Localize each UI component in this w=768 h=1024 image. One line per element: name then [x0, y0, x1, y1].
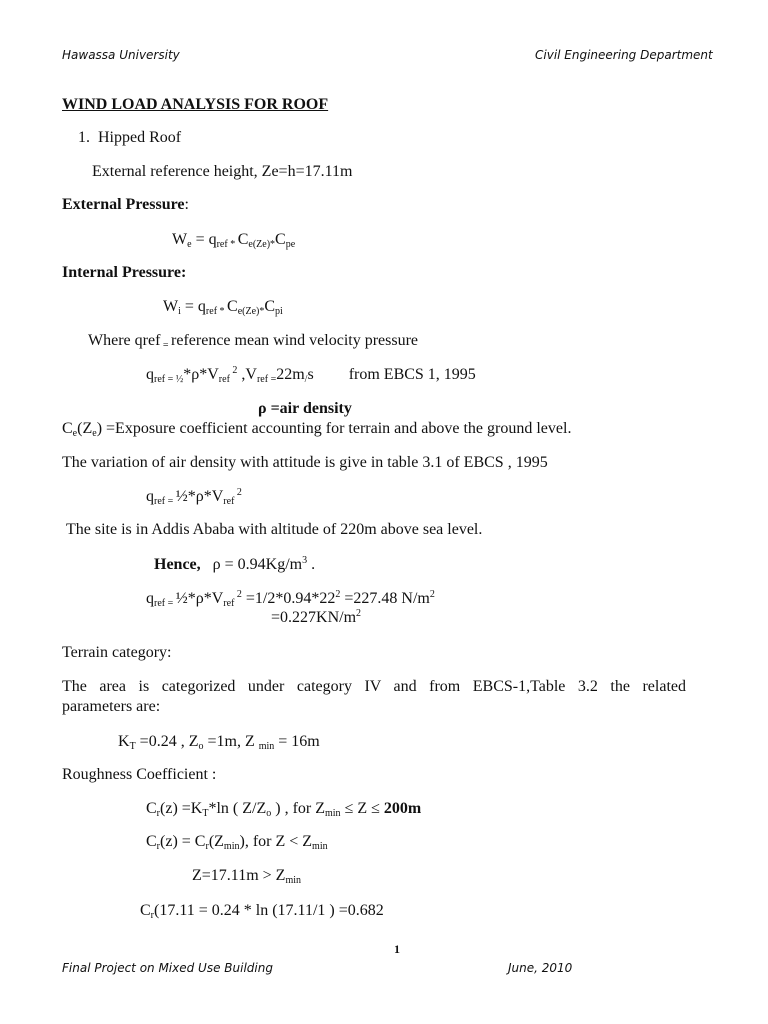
internal-pressure-heading: Internal Pressure: — [62, 264, 187, 281]
formula-part: C — [275, 231, 286, 248]
internal-pressure-formula — [163, 297, 283, 317]
formula-part: ) =Exposure coefficient accounting for terrain and above the ground level. — [96, 420, 572, 437]
formula-sub: o — [266, 808, 272, 819]
formula-sub: r — [156, 808, 161, 819]
formula-part: C — [62, 420, 73, 437]
formula-part: = q — [191, 231, 217, 248]
formula-sub: ref = — [154, 496, 176, 507]
formula-part: q — [146, 366, 154, 383]
formula-sup: 2 — [234, 487, 242, 498]
formula-part: C — [140, 902, 151, 919]
roughness-calculation — [140, 901, 384, 921]
formula-sub: r — [205, 841, 209, 852]
formula-sub: / — [304, 374, 308, 385]
formula-sub: ref = — [154, 598, 176, 609]
formula-sub: ref — [223, 496, 235, 507]
formula-part: W — [163, 298, 179, 315]
formula-part: s — [307, 366, 314, 383]
air-density-value — [154, 555, 315, 575]
formula-sub: T — [129, 741, 136, 752]
header-university: Hawassa University — [62, 48, 180, 62]
formula-part: (z) =K — [160, 800, 203, 817]
footer-date: June, 2010 — [508, 961, 573, 975]
formula-sub: pe — [285, 239, 296, 250]
formula-part: ½*ρ*V — [175, 590, 224, 607]
formula-sub: r — [156, 841, 161, 852]
qref-definition — [88, 331, 418, 351]
formula-sub: ref — [223, 598, 235, 609]
parameters-label: parameters are: — [62, 698, 161, 715]
formula-sup: 2 — [229, 365, 238, 376]
formula-sub: i — [178, 306, 181, 317]
z-comparison — [192, 866, 301, 886]
roughness-formula-1 — [146, 799, 421, 819]
formula-sub: min — [325, 808, 341, 819]
formula-part: K — [118, 733, 130, 750]
hence-value: ρ = 0.94Kg/m — [212, 556, 303, 573]
formula-part: =0.227KN/m — [271, 609, 357, 626]
exposure-coefficient-definition — [62, 419, 571, 439]
formula-part: = 16m — [274, 733, 320, 750]
terrain-parameters — [118, 732, 320, 752]
list-number: 1. — [78, 129, 90, 146]
paragraph-line: The area is categorized under category IV and from EBCS-1,Table 3.2 the related — [62, 678, 686, 695]
formula-source: from EBCS 1, 1995 — [348, 366, 476, 383]
formula-part: ≤ Z ≤ — [340, 800, 384, 817]
definition-part: reference mean wind velocity pressure — [171, 332, 419, 349]
formula-part: *ln ( Z/Z — [208, 800, 267, 817]
hence-dot: . — [307, 556, 316, 573]
formula-sub: ref * — [216, 239, 238, 250]
formula-part: Z=17.11m > Z — [192, 867, 286, 884]
formula-part: 200m — [383, 800, 422, 817]
formula-part: 22m — [276, 366, 305, 383]
formula-part: =1/2*0.94*22 — [241, 590, 336, 607]
formula-sub: r — [150, 910, 155, 921]
heading-colon: : — [184, 196, 189, 213]
footer-project: Final Project on Mixed Use Building — [62, 961, 273, 975]
formula-part: =227.48 N/m — [340, 590, 430, 607]
formula-part: (z) = C — [160, 833, 206, 850]
formula-sub: o — [198, 741, 204, 752]
heading-text: External Pressure — [62, 196, 185, 213]
roughness-formula-2 — [146, 832, 328, 852]
formula-part: ), for Z < Z — [239, 833, 313, 850]
formula-part: C — [237, 231, 249, 248]
formula-part: ) , for Z — [271, 800, 325, 817]
formula-sub: T — [202, 808, 209, 819]
formula-part: W — [172, 231, 188, 248]
formula-part: q — [146, 590, 154, 607]
formula-sup: 2 — [234, 589, 242, 600]
page-title: WIND LOAD ANALYSIS FOR ROOF — [62, 96, 329, 113]
formula-part: (17.11 = 0.24 * ln (17.11/1 ) =0.682 — [154, 902, 384, 919]
rho-definition: ρ =air density — [258, 400, 352, 417]
page-number: 1 — [394, 942, 400, 956]
formula-part: (Z — [77, 420, 93, 437]
formula-sub: e — [72, 428, 78, 439]
definition-sub: = — [160, 340, 172, 351]
formula-part: = q — [180, 298, 206, 315]
header-department: Civil Engineering Department — [535, 48, 713, 62]
formula-sub: e(Ze)* — [237, 306, 265, 317]
reference-height: External reference height, Ze=h=17.11m — [92, 163, 353, 180]
formula-part: *ρ*V — [183, 366, 219, 383]
roughness-coefficient-label: Roughness Coefficient : — [62, 766, 217, 783]
formula-part: C — [264, 298, 276, 315]
qref-result-kn — [271, 608, 361, 628]
qref-calculation — [146, 589, 435, 609]
formula-sub: min — [258, 741, 275, 752]
formula-sup: 2 — [335, 589, 341, 600]
formula-part: q — [146, 488, 154, 505]
formula-part: ½*ρ*V — [175, 488, 224, 505]
formula-sup: 2 — [429, 589, 435, 600]
formula-part: C — [146, 800, 157, 817]
qref-formula-2 — [146, 487, 242, 507]
formula-sub: ref * — [205, 306, 228, 317]
formula-sub: ref — [218, 374, 230, 385]
formula-part: C — [146, 833, 157, 850]
terrain-category-label: Terrain category: — [62, 644, 172, 661]
formula-part: (Z — [208, 833, 224, 850]
external-pressure-formula — [172, 230, 295, 250]
formula-sub: pi — [275, 306, 283, 317]
definition-part: Where qref — [88, 332, 161, 349]
formula-sub: min — [285, 875, 302, 886]
formula-sub: min — [223, 841, 240, 852]
formula-sub: e — [187, 239, 192, 250]
formula-sub: e(Ze)* — [248, 239, 276, 250]
formula-part: C — [227, 298, 238, 315]
formula-sub: min — [312, 841, 328, 852]
list-text: Hipped Roof — [98, 129, 182, 146]
formula-sub: ref = ½ — [154, 374, 184, 385]
qref-formula — [146, 365, 476, 385]
formula-part: ,V — [237, 366, 257, 383]
air-density-variation: The variation of air density with attitude is give in table 3.1 of EBCS , 1995 — [62, 454, 548, 471]
formula-part: =0.24 , Z — [135, 733, 199, 750]
formula-sup: 2 — [356, 608, 362, 619]
formula-sub: e — [92, 428, 97, 439]
hence-label: Hence, — [154, 556, 201, 573]
list-item-hipped-roof — [78, 128, 181, 148]
external-pressure-heading — [62, 195, 189, 215]
site-description: The site is in Addis Ababa with altitude of 220m above sea level. — [66, 521, 483, 538]
hence-sup: 3 — [302, 555, 308, 566]
terrain-category-text — [62, 677, 686, 697]
formula-part: =1m, Z — [203, 733, 259, 750]
formula-sub: ref = — [256, 374, 277, 385]
